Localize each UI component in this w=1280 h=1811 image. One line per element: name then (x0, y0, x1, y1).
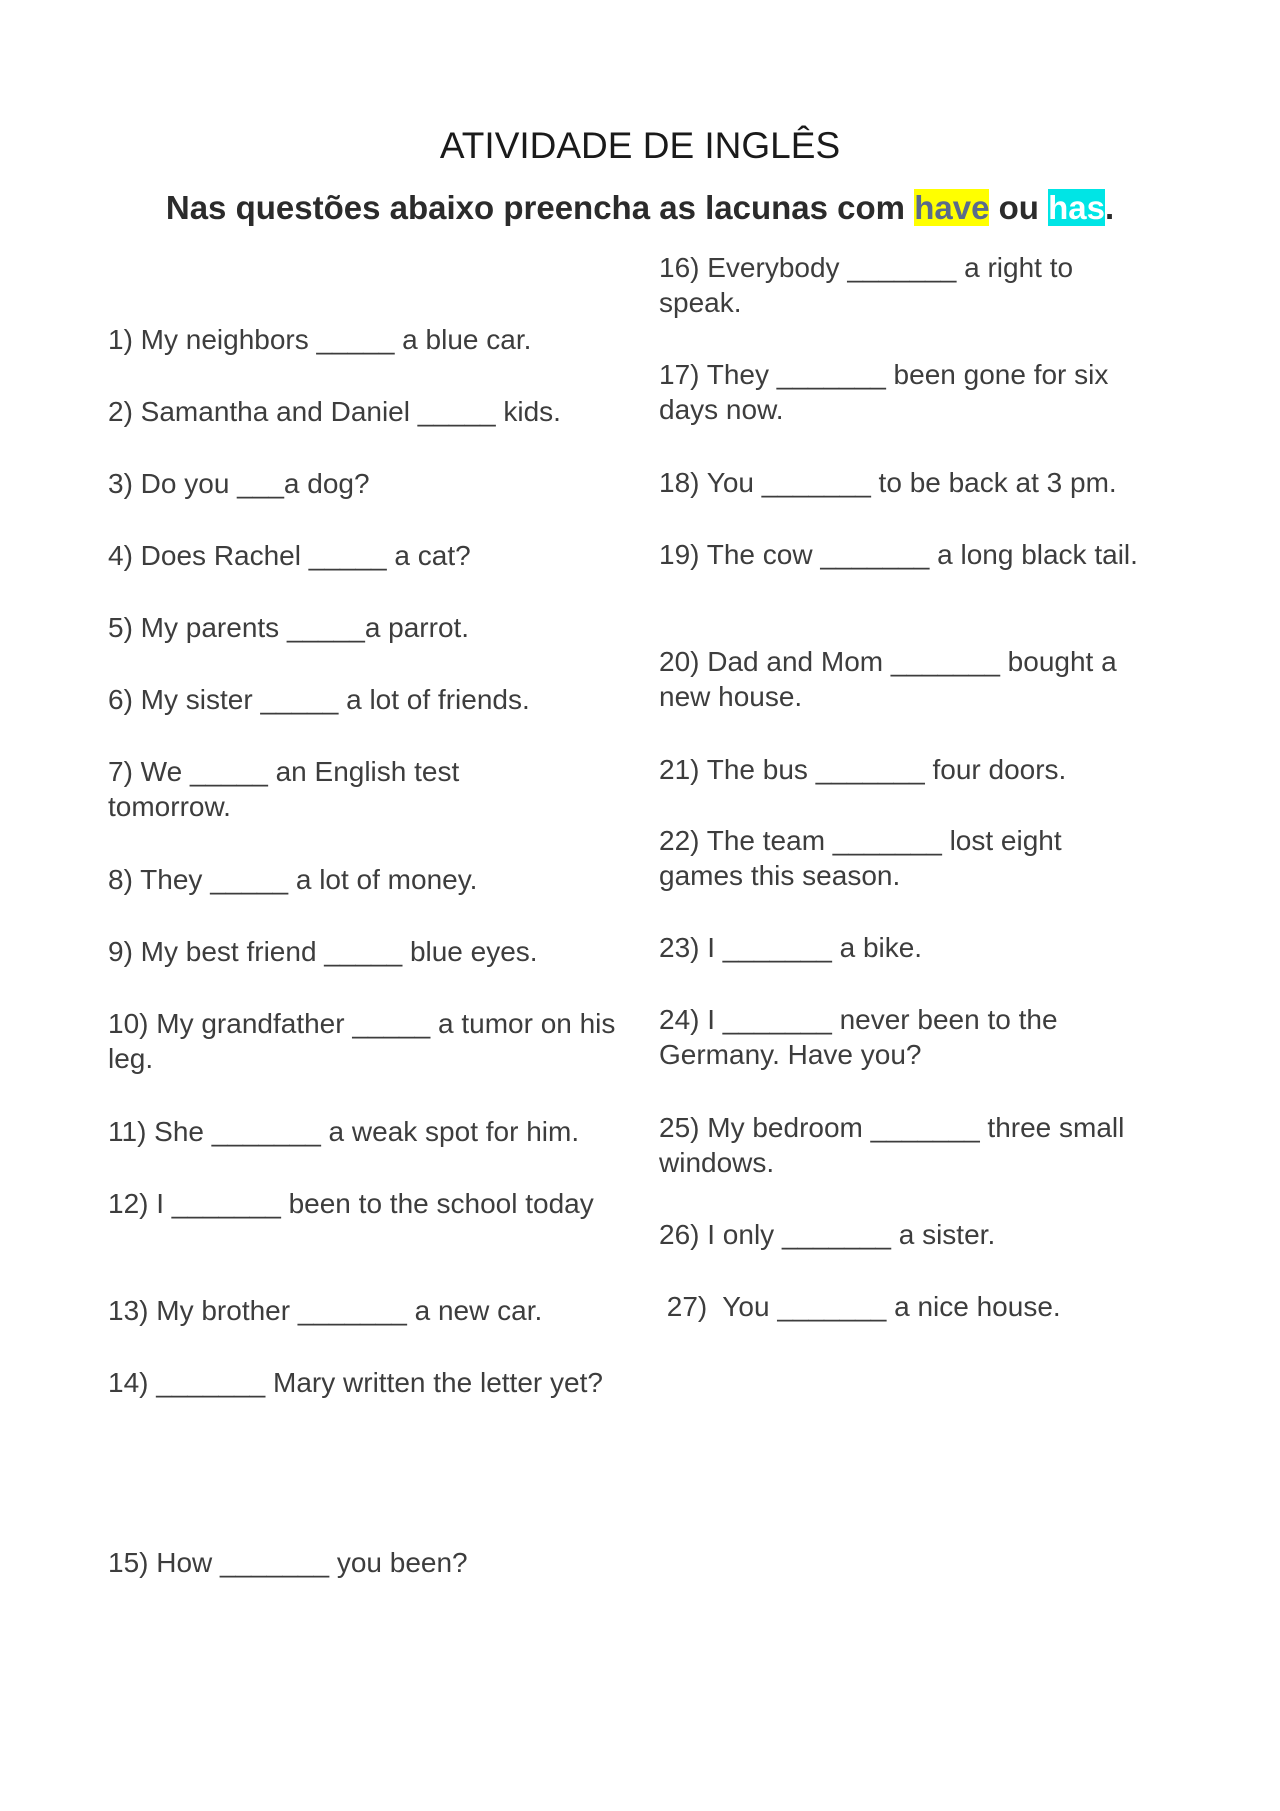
question-18: 18) You _______ to be back at 3 pm. (659, 467, 1117, 498)
question-19: 19) The cow _______ a long black tail. (659, 539, 1138, 570)
question-26: 26) I only _______ a sister. (659, 1219, 996, 1250)
question-2: 2) Samantha and Daniel _____ kids. (108, 396, 561, 427)
question-10: 10) My grandfather _____ a tumor on his leg. (108, 1008, 616, 1074)
question-4: 4) Does Rachel _____ a cat? (108, 540, 471, 571)
question-11: 11) She _______ a weak spot for him. (108, 1116, 580, 1147)
question-21: 21) The bus _______ four doors. (659, 754, 1067, 785)
instruction-suffix: . (1104, 189, 1115, 226)
question-5: 5) My parents _____a parrot. (108, 612, 470, 643)
instruction-prefix: Nas questões abaixo preencha as lacunas com (165, 189, 915, 226)
question-12: 12) I _______ been to the school today (108, 1188, 594, 1219)
question-20: 20) Dad and Mom _______ bought a new house. (659, 646, 1117, 712)
instruction-line (0, 186, 1280, 230)
question-15: 15) How _______ you been? (108, 1547, 468, 1578)
question-3: 3) Do you ___a dog? (108, 468, 370, 499)
question-1: 1) My neighbors _____ a blue car. (108, 324, 532, 355)
word-have-highlight: have (914, 189, 990, 226)
question-17: 17) They _______ been gone for six days now. (659, 359, 1109, 425)
question-25: 25) My bedroom _______ three small windows. (659, 1112, 1125, 1178)
instruction-connector: ou (989, 189, 1049, 226)
word-has-highlight: has (1048, 189, 1105, 226)
question-13: 13) My brother _______ a new car. (108, 1295, 543, 1326)
question-16: 16) Everybody _______ a right to speak. (659, 252, 1074, 318)
question-14: 14) _______ Mary written the letter yet? (108, 1367, 603, 1398)
question-8: 8) They _____ a lot of money. (108, 864, 478, 895)
question-23: 23) I _______ a bike. (659, 932, 923, 963)
question-27: 27) You _______ a nice house. (659, 1291, 1061, 1322)
question-22: 22) The team _______ lost eight games this season. (659, 825, 1062, 891)
question-7: 7) We _____ an English test tomorrow. (108, 756, 460, 822)
question-6: 6) My sister _____ a lot of friends. (108, 684, 530, 715)
page-title: ATIVIDADE DE INGLÊS (439, 125, 841, 166)
question-9: 9) My best friend _____ blue eyes. (108, 936, 538, 967)
question-24: 24) I _______ never been to the Germany. Have you? (659, 1004, 1058, 1070)
